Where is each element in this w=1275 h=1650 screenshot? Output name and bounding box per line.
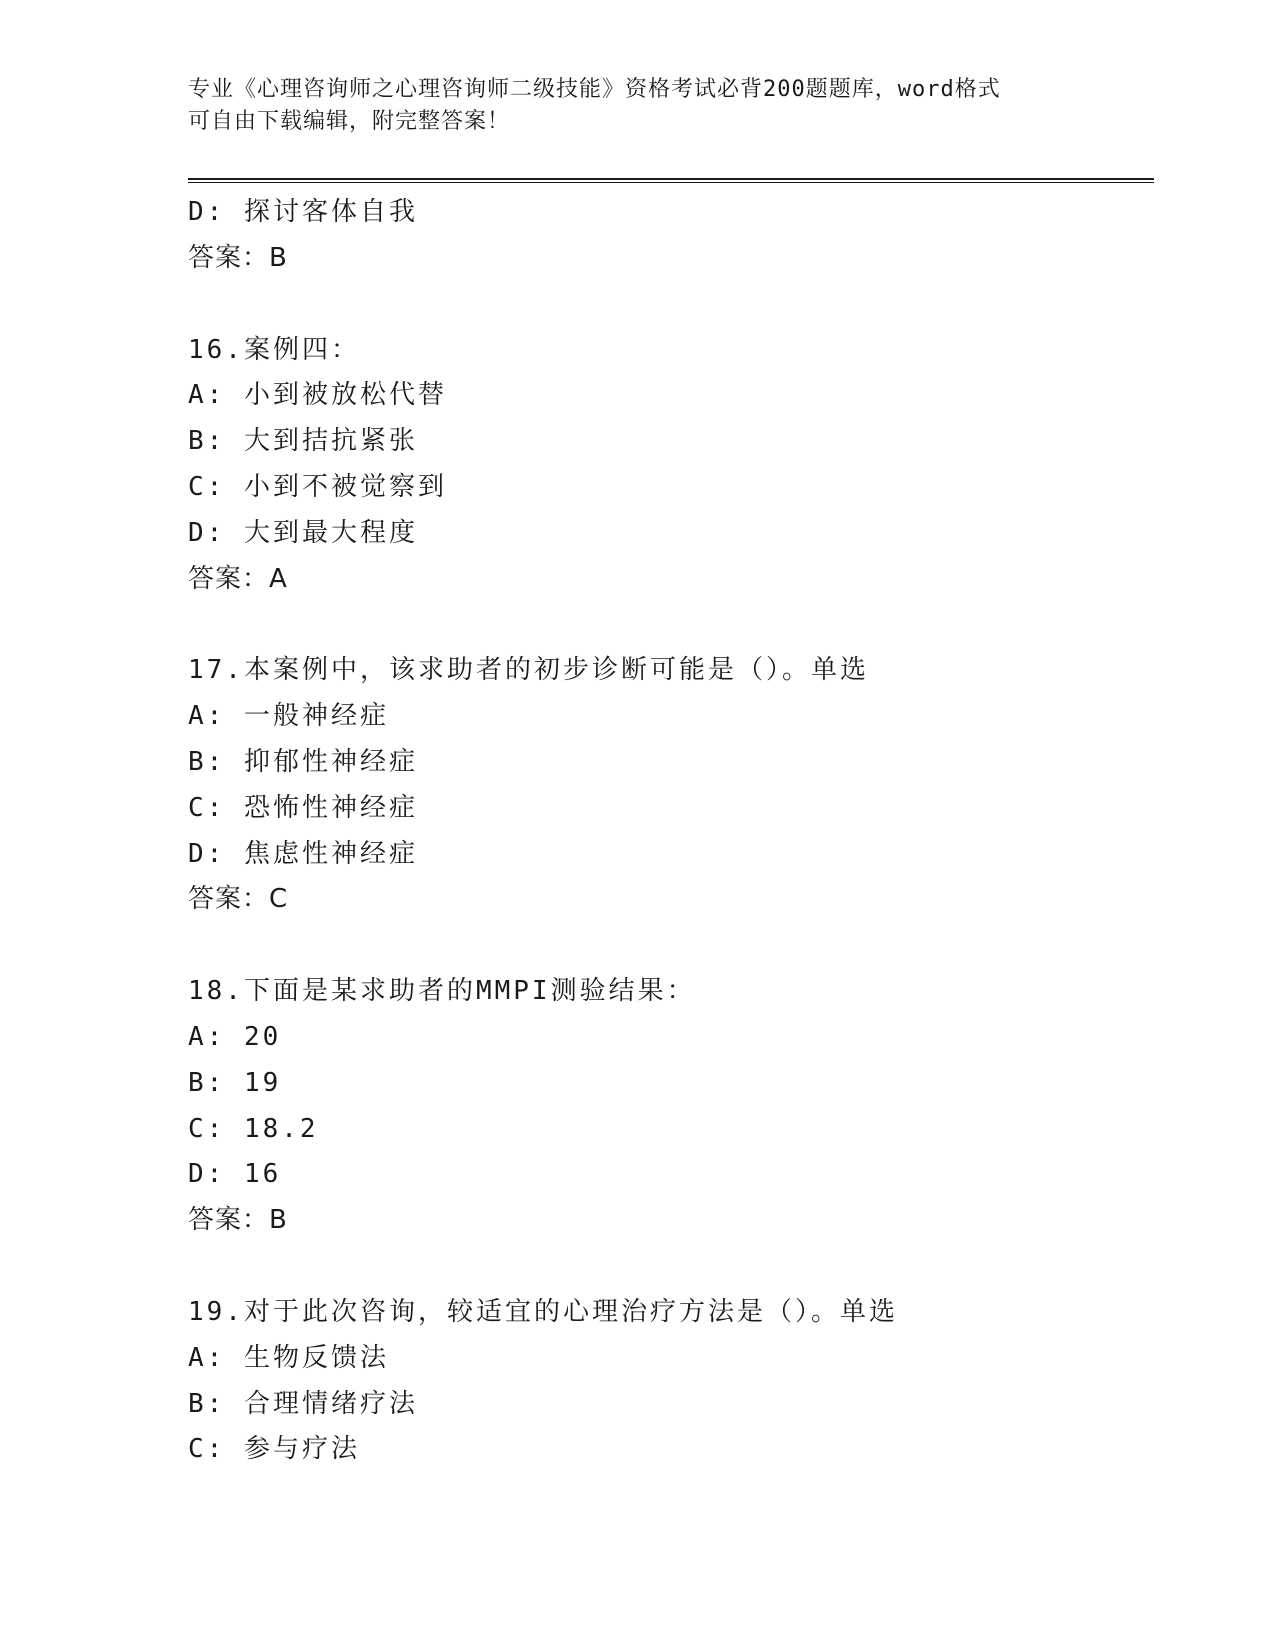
option-a: A: 20	[188, 1021, 282, 1052]
header-line-2: 可自由下载编辑，附完整答案！	[188, 109, 511, 134]
option-a: A: 小到被放松代替	[188, 380, 447, 411]
spacer	[188, 282, 1148, 328]
question-block-19	[188, 1290, 1148, 1473]
question-text: 18.下面是某求助者的MMPI测验结果：	[188, 976, 696, 1007]
option-a: A: 生物反馈法	[188, 1342, 389, 1373]
header-divider	[188, 178, 1154, 183]
question-block-18	[188, 969, 1148, 1244]
question-block-17	[188, 648, 1148, 923]
answer-line: 答案：B	[188, 242, 288, 273]
option-b: B: 合理情绪疗法	[188, 1388, 418, 1419]
option-d: D: 16	[188, 1159, 282, 1190]
question-block-16	[188, 328, 1148, 603]
answer-line: 答案：C	[188, 884, 289, 915]
question-text: 17.本案例中，该求助者的初步诊断可能是（）。单选	[188, 655, 869, 686]
answer-line: 答案：A	[188, 563, 288, 594]
option-c: C: 18.2	[188, 1113, 319, 1144]
question-block-15-continued	[188, 190, 1148, 282]
option-c: C: 参与疗法	[188, 1434, 360, 1465]
spacer	[188, 1244, 1148, 1290]
question-text: 19.对于此次咨询，较适宜的心理治疗方法是（）。单选	[188, 1296, 898, 1327]
question-list	[188, 190, 1148, 1473]
option-a: A: 一般神经症	[188, 701, 389, 732]
question-text: 16.案例四：	[188, 334, 360, 365]
spacer	[188, 923, 1148, 969]
option-d: D: 焦虑性神经症	[188, 838, 418, 869]
header-line-1: 专业《心理咨询师之心理咨询师二级技能》资格考试必背200题题库，word格式	[188, 77, 1001, 102]
option-d: D: 探讨客体自我	[188, 197, 418, 227]
option-d: D: 大到最大程度	[188, 517, 418, 548]
option-b: B: 大到拮抗紧张	[188, 426, 418, 457]
option-c: C: 恐怖性神经症	[188, 792, 418, 823]
option-c: C: 小到不被觉察到	[188, 471, 447, 502]
spacer	[188, 602, 1148, 648]
option-b: B: 19	[188, 1067, 282, 1098]
document-header	[188, 74, 1088, 138]
answer-line: 答案：B	[188, 1205, 288, 1236]
option-b: B: 抑郁性神经症	[188, 746, 418, 777]
